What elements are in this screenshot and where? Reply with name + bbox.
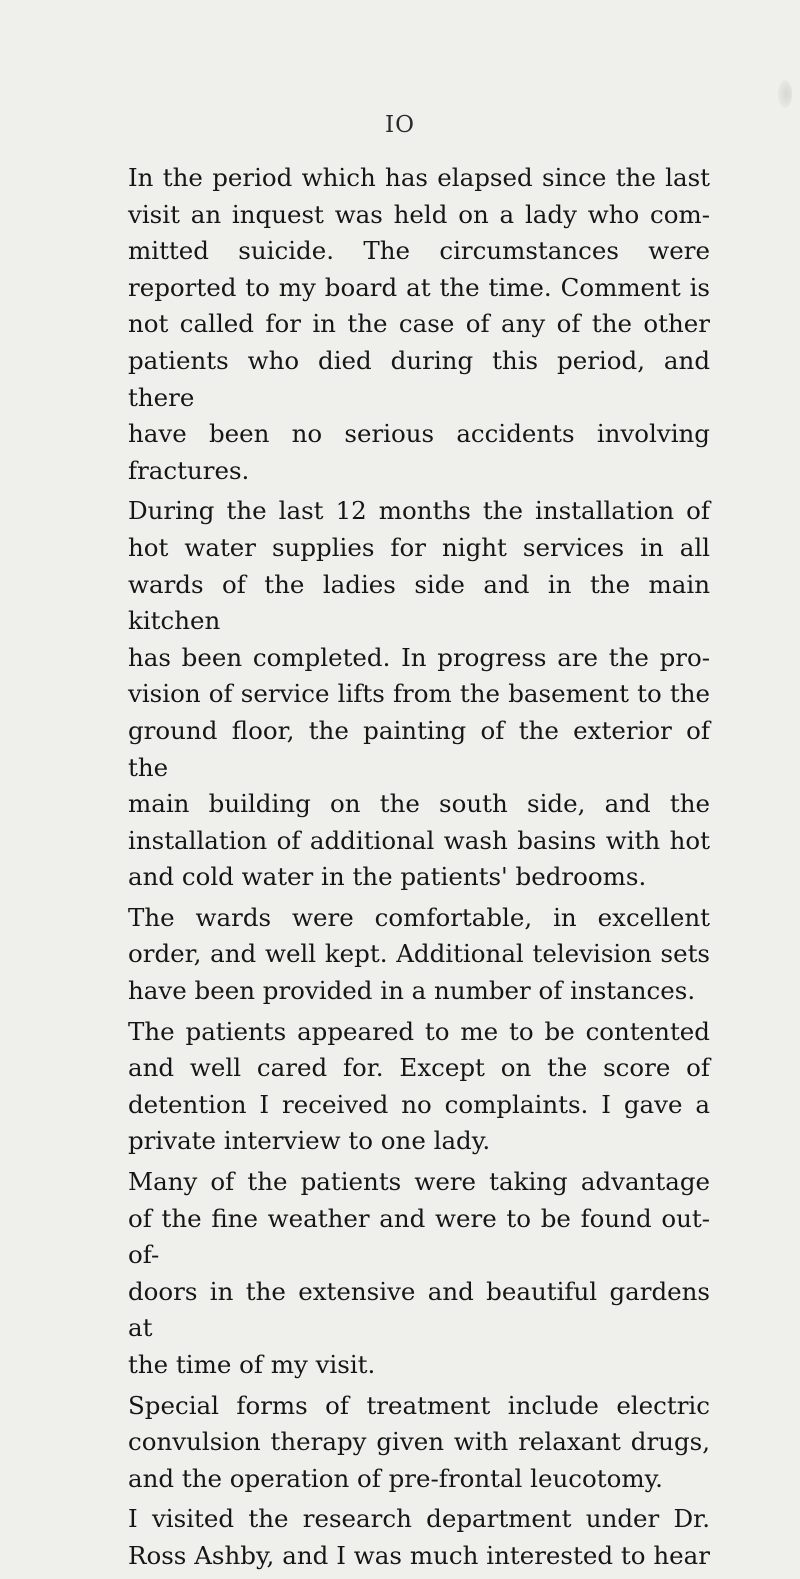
text-line: main building on the south side, and the xyxy=(128,789,710,819)
text-line: Many of the patients were taking advantage xyxy=(128,1167,710,1197)
text-line: have been provided in a number of instances. xyxy=(128,976,696,1006)
text-line: patients who died during this period, and there xyxy=(128,345,710,412)
text-line: The wards were comfortable, in excellent xyxy=(128,902,710,932)
text-line: have been no serious accidents involving xyxy=(128,419,710,449)
text-line: ground floor, the painting of the exterior of the xyxy=(128,715,710,782)
text-line: reported to my board at the time. Comment is xyxy=(128,272,710,302)
text-line: I visited the research department under Dr. xyxy=(128,1504,710,1534)
text-line: wards of the ladies side and in the main kitchen xyxy=(128,569,710,636)
paragraph-patients xyxy=(128,1014,710,1160)
text-line: fractures. xyxy=(128,455,250,485)
text-line: Special forms of treatment include electric xyxy=(128,1390,710,1420)
text-line: private interview to one lady. xyxy=(128,1126,491,1156)
text-line: convulsion therapy given with relaxant drugs, xyxy=(128,1427,710,1457)
text-line: and the operation of pre-frontal leucotomy. xyxy=(128,1463,663,1493)
text-line: the time of my visit. xyxy=(128,1350,376,1379)
text-line: hot water supplies for night services in all xyxy=(128,532,710,562)
paragraph-wards xyxy=(128,900,710,1010)
body-text xyxy=(128,160,710,1579)
paragraph-research xyxy=(128,1501,710,1574)
text-line: During the last 12 months the installation of xyxy=(128,496,710,526)
text-line: detention I received no complaints. I gave a xyxy=(128,1089,710,1119)
page-corner-smudge xyxy=(778,80,792,108)
text-line: In the period which has elapsed since the last xyxy=(128,163,710,192)
paragraph-inquest xyxy=(128,160,710,489)
text-line: mitted suicide. The circumstances were xyxy=(128,236,710,266)
text-line: installation of additional wash basins with hot xyxy=(128,825,710,855)
page-number: IO xyxy=(385,112,415,138)
text-line: Ross Ashby, and I was much interested to hear xyxy=(128,1540,710,1570)
text-line: doors in the extensive and beautiful gardens at xyxy=(128,1276,710,1343)
text-line: has been completed. In progress are the pro- xyxy=(128,642,710,672)
text-line: vision of service lifts from the basement to the xyxy=(128,679,710,709)
text-line: of the fine weather and were to be found out-of- xyxy=(128,1203,710,1270)
text-line: visit an inquest was held on a lady who com- xyxy=(128,199,710,229)
paragraph-gardens xyxy=(128,1164,710,1384)
paragraph-installation xyxy=(128,493,710,896)
text-line: not called for in the case of any of the other xyxy=(128,309,710,339)
text-line: The patients appeared to me to be contented xyxy=(128,1016,710,1046)
paragraph-treatment xyxy=(128,1388,710,1498)
text-line: and well cared for. Except on the score of xyxy=(128,1053,710,1083)
text-line: and cold water in the patients' bedrooms. xyxy=(128,862,647,892)
text-line: order, and well kept. Additional television sets xyxy=(128,939,710,969)
